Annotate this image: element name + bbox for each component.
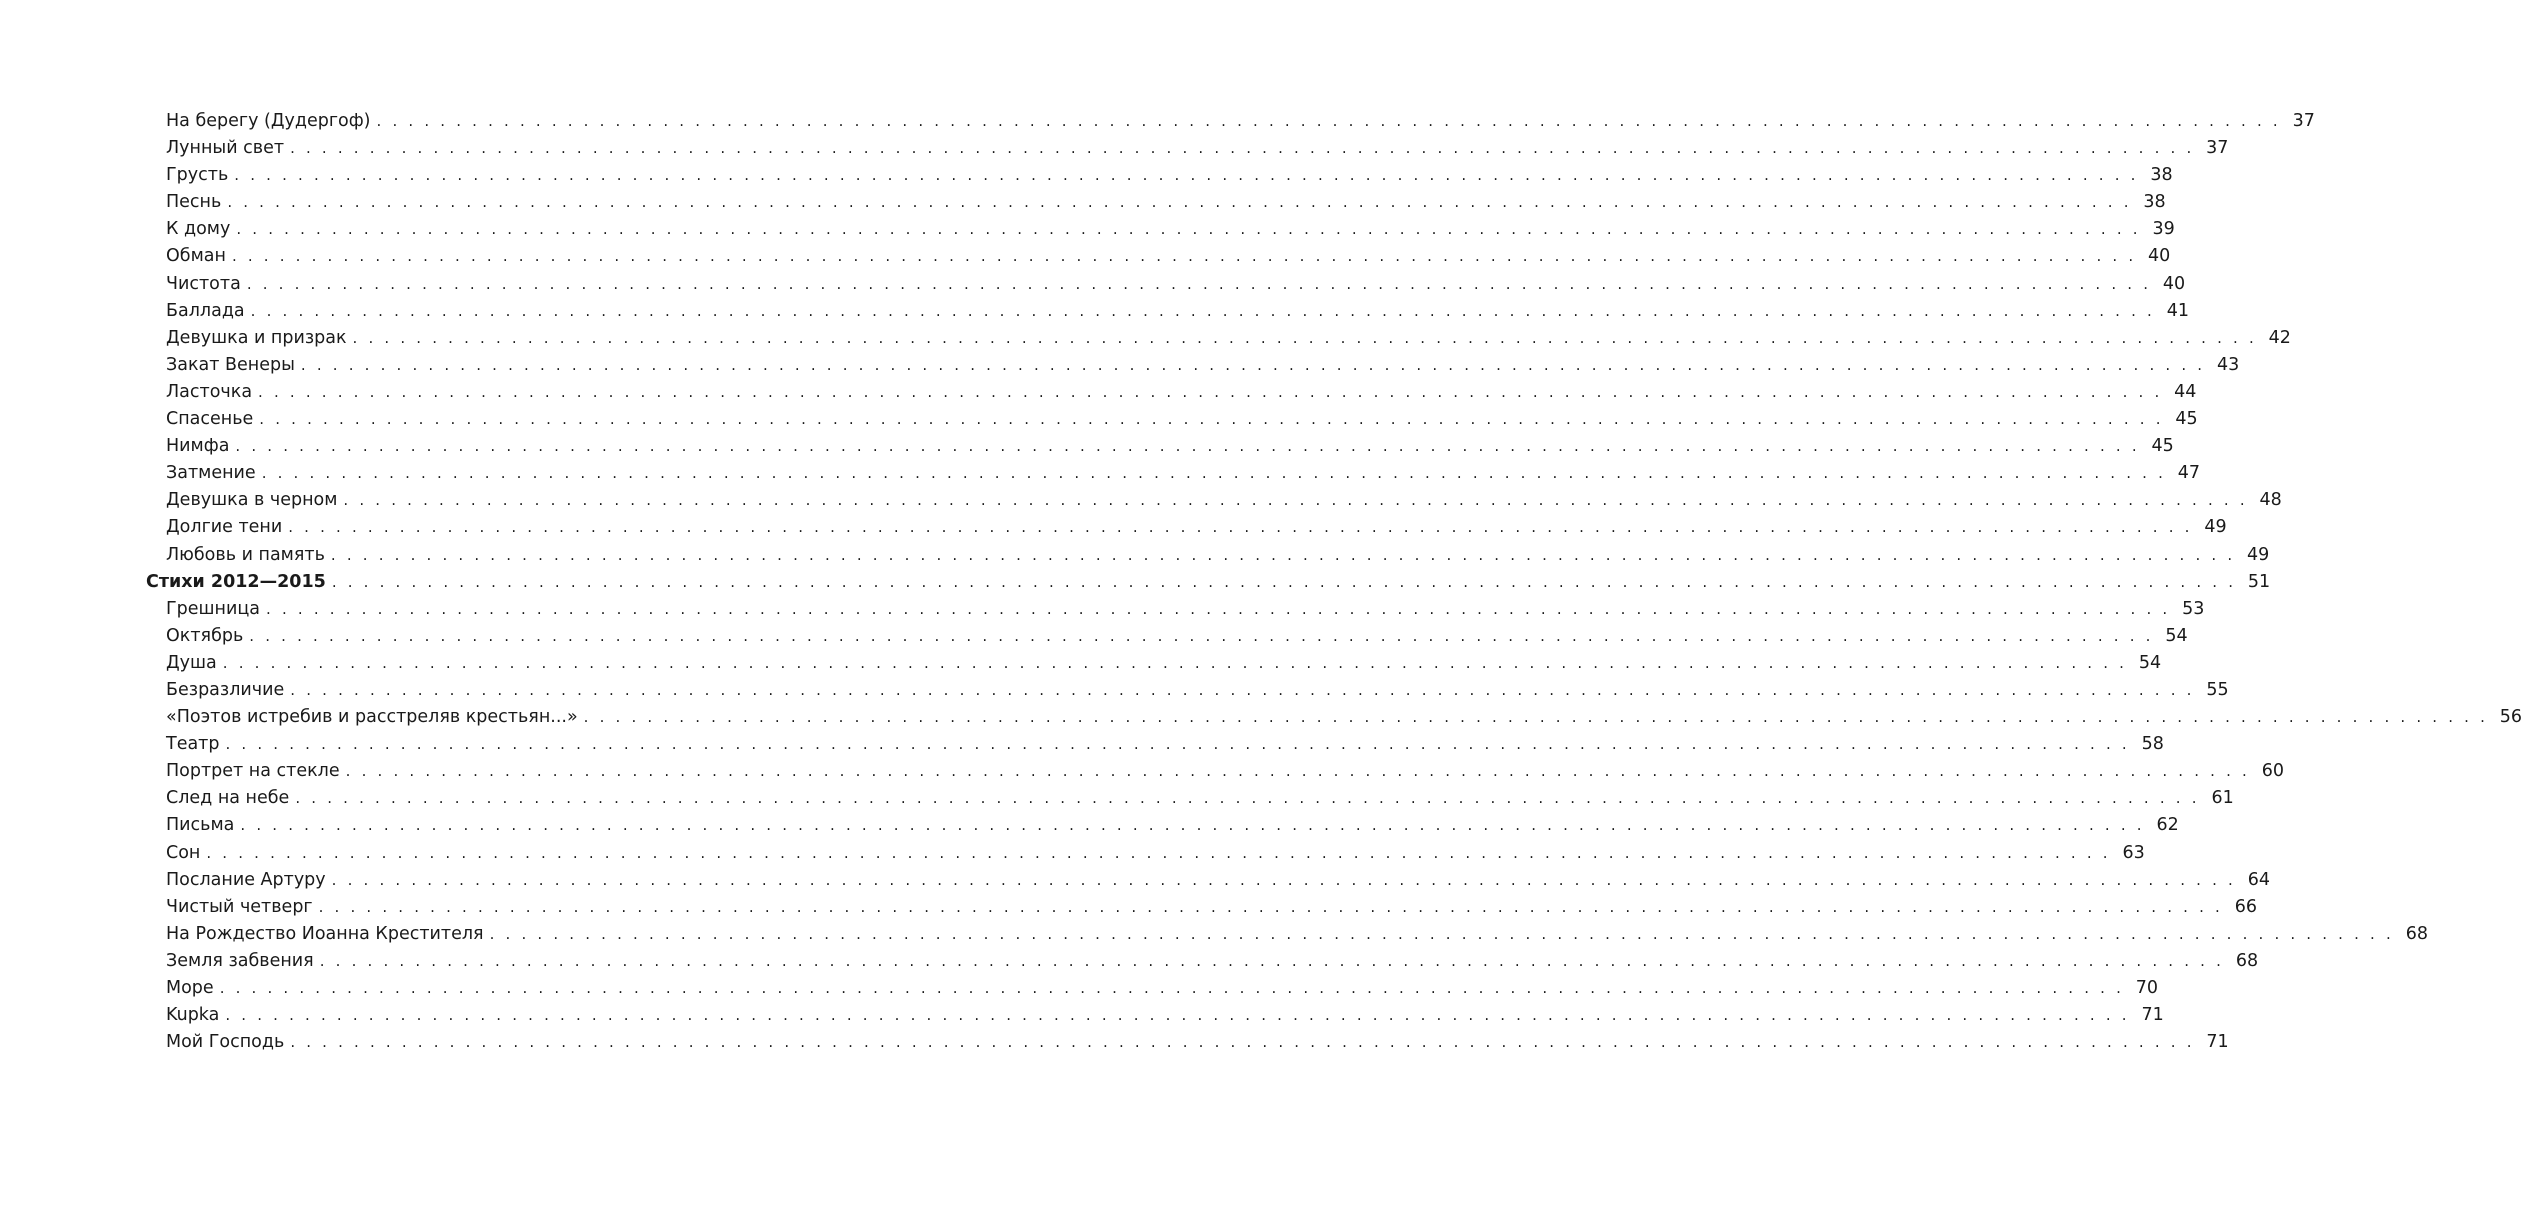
toc-entry (146, 271, 2186, 298)
toc-entry (146, 460, 2201, 487)
toc-entry-title: След на небе (166, 788, 290, 809)
dot-leader: . . . . . . . . . . . . . . . . . . . . . . . . . . . . . . . . . . . . . . . . . . . . . . . . . . . . . . . . . . . . . . . . . . . . . . . . . . . . . . . . . . . . . . . . . . . . . . . . . . . . . . . . . . . . . . . . . . . . . . . . (225, 735, 2130, 754)
toc-entry-page-number: 38 (2150, 165, 2173, 186)
toc-entry-title: Театр (166, 734, 220, 755)
toc-entry-title: Ласточка (166, 381, 253, 402)
toc-entry-title: Девушка и призрак (166, 327, 347, 348)
toc-entry-title: Грусть (166, 165, 229, 186)
toc-entry-page-number: 68 (2235, 950, 2259, 971)
dot-leader: . . . . . . . . . . . . . . . . . . . . . . . . . . . . . . . . . . . . . . . . . . . . . . . . . . . . . . . . . . . . . . . . . . . . . . . . . . . . . . . . . . . . . . . . . . . . . . . . . . . . . . . . . . . . . . . . . . . . . . . . (352, 328, 2257, 347)
toc-entry-title: Чистый четверг (166, 896, 313, 917)
toc-entry-title: Душа (166, 652, 217, 673)
dot-leader: . . . . . . . . . . . . . . . . . . . . . . . . . . . . . . . . . . . . . . . . . . . . . . . . . . . . . . . . . . . . . . . . . . . . . . . . . . . . . . . . . . . . . . . . . . . . . . . . . . . . . . . . . . . . . . . . . . . . . . . . (246, 274, 2152, 293)
toc-entry (146, 189, 2166, 216)
toc-entry-page-number: 70 (2135, 978, 2159, 998)
toc-entry-page-number: 51 (2247, 571, 2271, 592)
toc-entry-page-number: 44 (2174, 381, 2197, 402)
toc-entry-page-number: 54 (2138, 652, 2162, 673)
toc-entry (146, 731, 2164, 758)
dot-leader: . . . . . . . . . . . . . . . . . . . . . . . . . . . . . . . . . . . . . . . . . . . . . . . . . . . . . . . . . . . . . . . . . . . . . . . . . . . . . . . . . . . . . . . . . . . . . . . . . . . . . . . . . . . . . . . . . . . . . . . . (235, 437, 2140, 456)
dot-leader: . . . . . . . . . . . . . . . . . . . . . . . . . . . . . . . . . . . . . . . . . . . . . . . . . . . . . . . . . . . . . . . . . . . . . . . . . . . . . . . . . . . . . . . . . . . . . . . . . . . . . . . . . . . . . . . . . . . . . . . . (295, 789, 2200, 808)
toc-entry-title: Мой Господь (166, 1032, 285, 1053)
dot-leader: . . . . . . . . . . . . . . . . . . . . . . . . . . . . . . . . . . . . . . . . . . . . . . . . . . . . . . . . . . . . . . . . . . . . . . . . . . . . . . . . . . . . . . . . . . . . . . . . . . . . . . . . . . . . . . . . . . . . . . . . (266, 599, 2171, 618)
toc-entry-page-number: 45 (2175, 409, 2198, 430)
toc-entry-title: Октябрь (166, 625, 244, 646)
toc-entry-page-number: 71 (2141, 1005, 2164, 1026)
toc-entry (146, 975, 2159, 1002)
dot-leader: . . . . . . . . . . . . . . . . . . . . . . . . . . . . . . . . . . . . . . . . . . . . . . . . . . . . . . . . . . . . . . . . . . . . . . . . . . . . . . . . . . . . . . . . . . . . . . . . . . . . . . . . . . . . . . . . . . . . . . . . (343, 491, 2248, 510)
toc-entry-title: Затмение (166, 463, 256, 484)
toc-entry-page-number: 40 (2148, 246, 2171, 267)
dot-leader: . . . . . . . . . . . . . . . . . . . . . . . . . . . . . . . . . . . . . . . . . . . . . . . . . . . . . . . . . . . . . . . . . . . . . . . . . . . . . . . . . . . . . . . . . . . . . . . . . . . . . . . . . . . . . . . . . . . . . . . . (288, 518, 2193, 537)
toc-entry-title: Стихи 2012—2015 (146, 571, 326, 592)
dot-leader: . . . . . . . . . . . . . . . . . . . . . . . . . . . . . . . . . . . . . . . . . . . . . . . . . . . . . . . . . . . . . . . . . . . . . . . . . . . . . . . . . . . . . . . . . . . . . . . . . . . . . . . . . . . . . . . . . . . . . . . . (318, 897, 2223, 916)
toc-entry-page-number: 54 (2165, 625, 2188, 646)
toc-entry-page-number: 71 (2206, 1032, 2229, 1053)
dot-leader: . . . . . . . . . . . . . . . . . . . . . . . . . . . . . . . . . . . . . . . . . . . . . . . . . . . . . . . . . . . . . . . . . . . . . . . . . . . . . . . . . . . . . . . . . . . . . . . . . . . . . . . . . . . . . . . . . . . . . . . . (330, 545, 2236, 564)
toc-entry-page-number: 40 (2162, 273, 2186, 294)
toc-entry (146, 812, 2179, 839)
toc-entry (146, 948, 2259, 975)
dot-leader: . . . . . . . . . . . . . . . . . . . . . . . . . . . . . . . . . . . . . . . . . . . . . . . . . . . . . . . . . . . . . . . . . . . . . . . . . . . . . . . . . . . . . . . . . . . . . . . . . . . . . . . . . . . . . . . . . . . . . . . . (300, 355, 2206, 374)
toc-entry-page-number: 66 (2234, 896, 2257, 917)
dot-leader: . . . . . . . . . . . . . . . . . . . . . . . . . . . . . . . . . . . . . . . . . . . . . . . . . . . . . . . . . . . . . . . . . . . . . . . . . . . . . . . . . . . . . . . . . . . . . . . . . . . . . . . . . . . . . . . . . . . . . . . . (261, 464, 2167, 483)
toc-entry-page-number: 42 (2268, 327, 2291, 348)
toc-entry (146, 243, 2171, 270)
toc-entry-page-number: 48 (2259, 490, 2282, 511)
toc-entry-page-number: 68 (2405, 923, 2428, 944)
toc-entry-page-number: 58 (2141, 734, 2164, 755)
toc-entry-title: Портрет на стекле (166, 761, 340, 782)
toc-entry (146, 867, 2271, 894)
toc-entry-page-number: 37 (2206, 138, 2229, 159)
toc-entry-page-number: 53 (2182, 598, 2205, 619)
toc-entry-title: Песнь (166, 192, 222, 213)
dot-leader: . . . . . . . . . . . . . . . . . . . . . . . . . . . . . . . . . . . . . . . . . . . . . . . . . . . . . . . . . . . . . . . . . . . . . . . . . . . . . . . . . . . . . . . . . . . . . . . . . . . . . . . . . . . . . . . . . . . . . . . . (250, 301, 2156, 320)
toc-entry-title: Земля забвения (166, 950, 314, 971)
toc-entry-page-number: 37 (2292, 111, 2315, 131)
dot-leader: . . . . . . . . . . . . . . . . . . . . . . . . . . . . . . . . . . . . . . . . . . . . . . . . . . . . . . . . . . . . . . . . . . . . . . . . . . . . . . . . . . . . . . . . . . . . . . . . . . . . . . . . . . . . . . . . . . . . . . . . (236, 220, 2141, 239)
toc-entry (146, 162, 2173, 189)
toc-entry-title: Лунный свет (166, 138, 285, 159)
toc-entry-page-number: 43 (2217, 354, 2240, 375)
dot-leader: . . . . . . . . . . . . . . . . . . . . . . . . . . . . . . . . . . . . . . . . . . . . . . . . . . . . . . . . . . . . . . . . . . . . . . . . . . . . . . . . . . . . . . . . . . . . . . . . . . . . . . . . . . . . . . . . . . . . . . . . (489, 924, 2394, 943)
toc-entry-title: Письма (166, 815, 235, 836)
toc-entry (146, 298, 2190, 325)
toc-entry-page-number: 63 (2122, 842, 2145, 863)
toc-entry-title: Море (166, 978, 214, 998)
toc-entry-title: Любовь и память (166, 544, 325, 565)
toc-entry-title: Нимфа (166, 436, 230, 457)
dot-leader: . . . . . . . . . . . . . . . . . . . . . . . . . . . . . . . . . . . . . . . . . . . . . . . . . . . . . . . . . . . . . . . . . . . . . . . . . . . . . . . . . . . . . . . . . . . . . . . . . . . . . . . . . . . . . . . . . . . . . . . . (290, 680, 2195, 699)
toc-entry-title: Закат Венеры (166, 354, 295, 375)
toc-entry-title: Спасенье (166, 409, 254, 430)
toc-entry (146, 785, 2234, 812)
dot-leader: . . . . . . . . . . . . . . . . . . . . . . . . . . . . . . . . . . . . . . . . . . . . . . . . . . . . . . . . . . . . . . . . . . . . . . . . . . . . . . . . . . . . . . . . . . . . . . . . . . . . . . . . . . . . . . . . . . . . . . . . (259, 410, 2164, 429)
dot-leader: . . . . . . . . . . . . . . . . . . . . . . . . . . . . . . . . . . . . . . . . . . . . . . . . . . . . . . . . . . . . . . . . . . . . . . . . . . . . . . . . . . . . . . . . . . . . . . . . . . . . . . . . . . . . . . . . . . . . . . . . (290, 139, 2195, 158)
toc-entry (146, 1002, 2164, 1029)
toc-entry-page-number: 61 (2211, 788, 2234, 809)
toc-entry-page-number: 49 (2247, 544, 2270, 565)
toc-entry-title: Обман (166, 246, 226, 267)
toc-entry-title: Баллада (166, 300, 245, 321)
toc-entry (146, 352, 2240, 379)
dot-leader: . . . . . . . . . . . . . . . . . . . . . . . . . . . . . . . . . . . . . . . . . . . . . . . . . . . . . . . . . . . . . . . . . . . . . . . . . . . . . . . . . . . . . . . . . . . . . . . . . . . . . . . . . . . . . . . . . . . . . . . . (331, 870, 2237, 889)
toc-entry-page-number: 49 (2204, 517, 2227, 538)
dot-leader: . . . . . . . . . . . . . . . . . . . . . . . . . . . . . . . . . . . . . . . . . . . . . . . . . . . . . . . . . . . . . . . . . . . . . . . . . . . . . . . . . . . . . . . . . . . . . . . . . . . . . . . . . . . . . . . . . . . . . . . . (231, 247, 2137, 266)
dot-leader: . . . . . . . . . . . . . . . . . . . . . . . . . . . . . . . . . . . . . . . . . . . . . . . . . . . . . . . . . . . . . . . . . . . . . . . . . . . . . . . . . . . . . . . . . . . . . . . . . . . . . . . . . . . . . . . . . . . . . . . . (258, 382, 2163, 401)
toc-entry-page-number: 39 (2152, 219, 2175, 240)
dot-leader: . . . . . . . . . . . . . . . . . . . . . . . . . . . . . . . . . . . . . . . . . . . . . . . . . . . . . . . . . . . . . . . . . . . . . . . . . . . . . . . . . . . . . . . . . . . . . . . . . . . . . . . . . . . . . . . . . . . . . . . . (227, 193, 2132, 212)
toc-section-heading (146, 569, 2271, 596)
toc-entry-page-number: 56 (2499, 707, 2522, 728)
dot-leader: . . . . . . . . . . . . . . . . . . . . . . . . . . . . . . . . . . . . . . . . . . . . . . . . . . . . . . . . . . . . . . . . . . . . . . . . . . . . . . . . . . . . . . . . . . . . . . . . . . . . . . . . . . . . . . . . . . . . . . . . (219, 979, 2125, 997)
toc-entry-title: К дому (166, 219, 231, 240)
toc-entry-page-number: 60 (2261, 761, 2285, 782)
toc-entry (146, 1029, 2229, 1056)
toc-entry-page-number: 47 (2177, 463, 2201, 484)
toc-entry (146, 379, 2197, 406)
dot-leader: . . . . . . . . . . . . . . . . . . . . . . . . . . . . . . . . . . . . . . . . . . . . . . . . . . . . . . . . . . . . . . . . . . . . . . . . . . . . . . . . . . . . . . . . . . . . . . . . . . . . . . . . . . . . . . . . . . . . . . . . (345, 762, 2251, 781)
toc-entry (146, 704, 2522, 731)
toc-entry-title: На берегу (Дудергоф) (166, 111, 371, 131)
toc-entry (146, 650, 2162, 677)
toc-entry-page-number: 38 (2143, 192, 2166, 213)
toc-entry (146, 894, 2257, 921)
table-of-contents (146, 108, 2522, 1056)
toc-entry-title: Девушка в черном (166, 490, 338, 511)
toc-entry (146, 135, 2229, 162)
dot-leader: . . . . . . . . . . . . . . . . . . . . . . . . . . . . . . . . . . . . . . . . . . . . . . . . . . . . . . . . . . . . . . . . . . . . . . . . . . . . . . . . . . . . . . . . . . . . . . . . . . . . . . . . . . . . . . . . . . . . . . . . (290, 1033, 2195, 1052)
dot-leader: . . . . . . . . . . . . . . . . . . . . . . . . . . . . . . . . . . . . . . . . . . . . . . . . . . . . . . . . . . . . . . . . . . . . . . . . . . . . . . . . . . . . . . . . . . . . . . . . . . . . . . . . . . . . . . . . . . . . . . . . (319, 951, 2225, 970)
dot-leader: . . . . . . . . . . . . . . . . . . . . . . . . . . . . . . . . . . . . . . . . . . . . . . . . . . . . . . . . . . . . . . . . . . . . . . . . . . . . . . . . . . . . . . . . . . . . . . . . . . . . . . . . . . . . . . . . . . . . . . . . (249, 626, 2154, 645)
toc-entry (146, 840, 2145, 867)
toc-entry-title: Грешница (166, 598, 261, 619)
dot-leader: . . . . . . . . . . . . . . . . . . . . . . . . . . . . . . . . . . . . . . . . . . . . . . . . . . . . . . . . . . . . . . . . . . . . . . . . . . . . . . . . . . . . . . . . . . . . . . . . . . . . . . . . . . . . . . . . . . . . . . . . (222, 653, 2128, 672)
toc-entry-title: «Поэтов истребив и расстреляв крестьян...» (166, 707, 578, 728)
toc-entry (146, 542, 2270, 569)
toc-entry-title: Сон (166, 842, 201, 863)
toc-entry (146, 216, 2175, 243)
toc-entry (146, 433, 2174, 460)
toc-entry-page-number: 41 (2166, 300, 2190, 321)
dot-leader: . . . . . . . . . . . . . . . . . . . . . . . . . . . . . . . . . . . . . . . . . . . . . . . . . . . . . . . . . . . . . . . . . . . . . . . . . . . . . . . . . . . . . . . . . . . . . . . . . . . . . . . . . . . . . . . . . . . . . . . . (234, 166, 2139, 185)
toc-entry (146, 406, 2198, 433)
toc-entry (146, 325, 2291, 352)
dot-leader: . . . . . . . . . . . . . . . . . . . . . . . . . . . . . . . . . . . . . . . . . . . . . . . . . . . . . . . . . . . . . . . . . . . . . . . . . . . . . . . . . . . . . . . . . . . . . . . . . . . . . . . . . . . . . . . . . . . . . . . . (206, 843, 2111, 862)
toc-entry (146, 623, 2188, 650)
toc-entry-title: Послание Артуру (166, 869, 326, 890)
dot-leader: . . . . . . . . . . . . . . . . . . . . . . . . . . . . . . . . . . . . . . . . . . . . . . . . . . . . . . . . . . . . . . . . . . . . . . . . . . . . . . . . . . . . . . . . . . . . . . . . . . . . . . . . . . . . . . . . . . . . . . . . (225, 1006, 2130, 1025)
dot-leader: . . . . . . . . . . . . . . . . . . . . . . . . . . . . . . . . . . . . . . . . . . . . . . . . . . . . . . . . . . . . . . . . . . . . . . . . . . . . . . . . . . . . . . . . . . . . . . . . . . . . . . . . . . . . . . . . . . . . . . . . (583, 708, 2489, 727)
toc-entry (146, 677, 2229, 704)
toc-entry-title: Долгие тени (166, 517, 283, 538)
dot-leader: . . . . . . . . . . . . . . . . . . . . . . . . . . . . . . . . . . . . . . . . . . . . . . . . . . . . . . . . . . . . . . . . . . . . . . . . . . . . . . . . . . . . . . . . . . . . . . . . . . . . . . . . . . . . . . . . . . . . . . . . (331, 572, 2237, 591)
toc-entry-title: На Рождество Иоанна Крестителя (166, 923, 484, 944)
toc-entry (146, 921, 2428, 948)
toc-entry-title: Безразличие (166, 679, 285, 700)
toc-entry (146, 514, 2227, 541)
toc-entry (146, 758, 2285, 785)
dot-leader: . . . . . . . . . . . . . . . . . . . . . . . . . . . . . . . . . . . . . . . . . . . . . . . . . . . . . . . . . . . . . . . . . . . . . . . . . . . . . . . . . . . . . . . . . . . . . . . . . . . . . . . . . . . . . . . . . . . . . . . . (240, 816, 2145, 835)
toc-entry (146, 108, 2315, 135)
toc-entry-title: Чистота (166, 273, 241, 294)
toc-entry-page-number: 64 (2247, 869, 2271, 890)
toc-entry-page-number: 62 (2156, 815, 2179, 836)
toc-entry-page-number: 55 (2206, 679, 2229, 700)
toc-entry-page-number: 45 (2151, 436, 2174, 457)
dot-leader: . . . . . . . . . . . . . . . . . . . . . . . . . . . . . . . . . . . . . . . . . . . . . . . . . . . . . . . . . . . . . . . . . . . . . . . . . . . . . . . . . . . . . . . . . . . . . . . . . . . . . . . . . . . . . . . . . . . . . . . . (376, 112, 2281, 130)
toc-entry-title: Kupka (166, 1005, 220, 1026)
toc-entry (146, 596, 2205, 623)
toc-entry (146, 487, 2282, 514)
